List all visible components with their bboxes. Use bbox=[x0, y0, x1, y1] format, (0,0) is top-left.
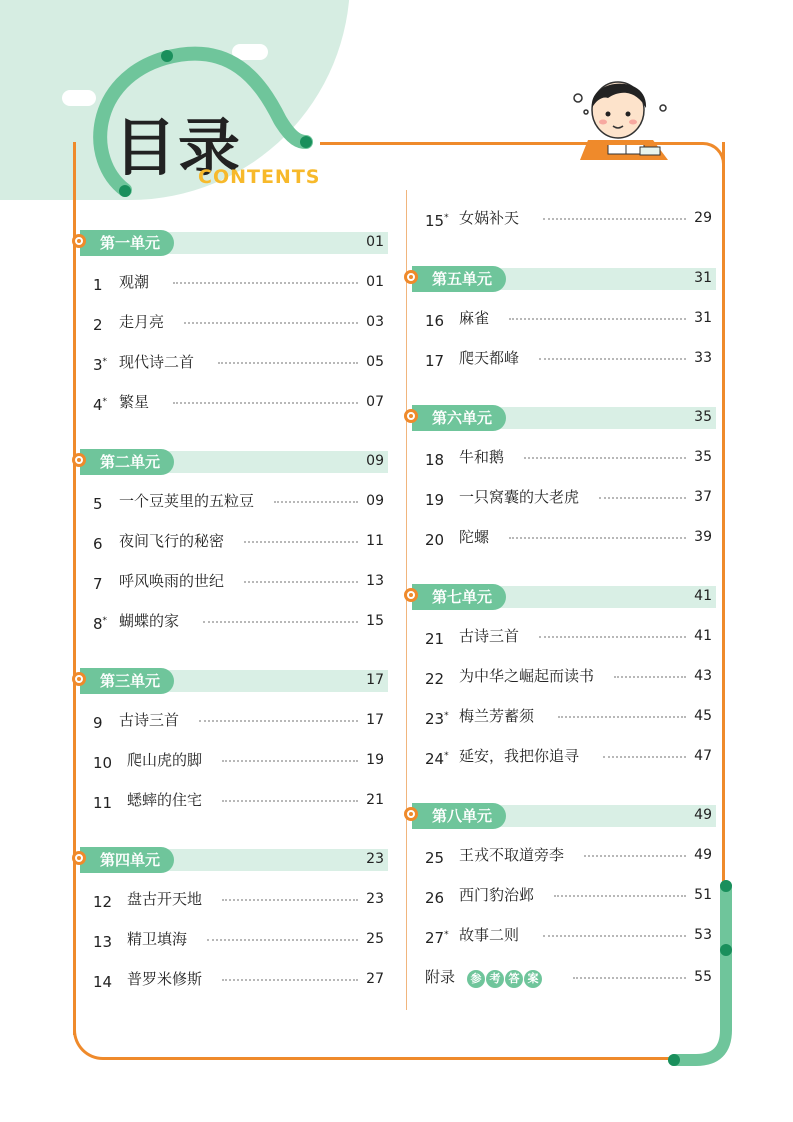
toc-lesson-row[interactable] bbox=[93, 571, 384, 591]
lesson-number-text: 6 bbox=[93, 535, 103, 553]
unit-name: 第二单元 bbox=[80, 449, 174, 475]
toc-lesson-row[interactable] bbox=[425, 487, 712, 507]
toc-lesson-row[interactable] bbox=[93, 710, 384, 730]
lesson-title: 牛和鹅 bbox=[459, 447, 510, 467]
toc-lesson-row[interactable] bbox=[425, 666, 712, 686]
toc-lesson-row[interactable] bbox=[425, 845, 712, 865]
toc-unit-header[interactable] bbox=[412, 268, 716, 290]
lesson-page-number: 53 bbox=[694, 927, 712, 943]
unit-name: 第三单元 bbox=[80, 668, 174, 694]
appendix-label: 附录 bbox=[425, 968, 456, 986]
lesson-optional-mark: * bbox=[102, 616, 108, 626]
page-subtitle: CONTENTS bbox=[198, 166, 321, 188]
lesson-number bbox=[93, 750, 112, 773]
lesson-title: 繁星 bbox=[119, 392, 155, 412]
lesson-page-number: 37 bbox=[694, 489, 712, 505]
bullet-icon bbox=[72, 851, 86, 865]
toc-unit-header[interactable] bbox=[80, 849, 388, 871]
lesson-title: 古诗三首 bbox=[119, 710, 185, 730]
toc-lesson-row[interactable] bbox=[425, 746, 712, 766]
lesson-title: 一个豆荚里的五粒豆 bbox=[119, 491, 260, 511]
lesson-page-number: 17 bbox=[366, 712, 384, 728]
lesson-page-number: 31 bbox=[694, 310, 712, 326]
lesson-number-text: 27 bbox=[425, 929, 445, 947]
bullet-icon bbox=[404, 409, 418, 423]
badge-character: 案 bbox=[524, 970, 542, 988]
lesson-number-text: 11 bbox=[93, 794, 113, 812]
lesson-title: 王戎不取道旁李 bbox=[459, 845, 570, 865]
lesson-optional-mark: * bbox=[444, 711, 449, 721]
leader-dots bbox=[274, 501, 358, 503]
lesson-number-text: 3 bbox=[93, 356, 103, 374]
toc-lesson-row[interactable] bbox=[425, 925, 712, 945]
lesson-title: 爬天都峰 bbox=[459, 348, 525, 368]
toc-unit-header[interactable] bbox=[412, 586, 716, 608]
lesson-page-number: 29 bbox=[694, 210, 712, 226]
lesson-optional-mark: * bbox=[444, 213, 449, 223]
lesson-number bbox=[93, 710, 103, 733]
toc-lesson-row[interactable] bbox=[425, 885, 712, 905]
lesson-number bbox=[425, 348, 444, 371]
toc-lesson-row[interactable] bbox=[425, 348, 712, 368]
lesson-number-text: 7 bbox=[93, 575, 103, 593]
lesson-title: 普罗米修斯 bbox=[127, 969, 208, 989]
lesson-number bbox=[425, 746, 449, 769]
bullet-icon bbox=[404, 588, 418, 602]
lesson-title: 观潮 bbox=[119, 272, 155, 292]
lesson-number-text: 20 bbox=[425, 531, 445, 549]
lesson-number bbox=[93, 969, 112, 992]
lesson-title: 西门豹治邺 bbox=[459, 885, 540, 905]
lesson-title: 呼风唤雨的世纪 bbox=[119, 571, 230, 591]
lesson-number-text: 2 bbox=[93, 316, 103, 334]
leader-dots bbox=[599, 497, 686, 499]
lesson-page-number: 07 bbox=[366, 394, 384, 410]
bullet-icon bbox=[404, 807, 418, 821]
lesson-page-number: 13 bbox=[366, 573, 384, 589]
lesson-number-text: 23 bbox=[425, 710, 445, 728]
lesson-title: 女娲补天 bbox=[459, 208, 525, 228]
leader-dots bbox=[222, 760, 358, 762]
lesson-page-number: 23 bbox=[366, 891, 384, 907]
answer-key-badge bbox=[467, 967, 549, 988]
lesson-number bbox=[425, 845, 444, 868]
lesson-number bbox=[93, 611, 107, 634]
toc-lesson-row[interactable] bbox=[425, 308, 712, 328]
toc-lesson-row[interactable] bbox=[93, 352, 384, 372]
lesson-title: 古诗三首 bbox=[459, 626, 525, 646]
toc-appendix-row[interactable] bbox=[425, 967, 712, 987]
lesson-title: 盘古开天地 bbox=[127, 889, 208, 909]
toc-unit-header[interactable] bbox=[80, 670, 388, 692]
bullet-icon bbox=[404, 270, 418, 284]
lesson-number bbox=[425, 885, 444, 908]
toc-lesson-row[interactable] bbox=[93, 611, 384, 631]
lesson-number bbox=[93, 392, 107, 415]
unit-page-number: 17 bbox=[366, 672, 384, 688]
unit-page-number: 49 bbox=[694, 807, 712, 823]
lesson-number bbox=[93, 889, 112, 912]
toc-lesson-row[interactable] bbox=[93, 750, 384, 770]
leader-dots bbox=[584, 855, 686, 857]
bullet-icon bbox=[72, 453, 86, 467]
lesson-number bbox=[93, 312, 103, 335]
lesson-title: 麻雀 bbox=[459, 308, 495, 328]
lesson-page-number: 15 bbox=[366, 613, 384, 629]
lesson-page-number: 21 bbox=[366, 792, 384, 808]
leader-dots bbox=[244, 541, 358, 543]
lesson-page-number: 43 bbox=[694, 668, 712, 684]
badge-character: 参 bbox=[467, 970, 485, 988]
lesson-number-text: 25 bbox=[425, 849, 445, 867]
leader-dots bbox=[199, 720, 358, 722]
lesson-title: 陀螺 bbox=[459, 527, 495, 547]
lesson-page-number: 11 bbox=[366, 533, 384, 549]
lesson-number-text: 14 bbox=[93, 973, 113, 991]
lesson-page-number: 33 bbox=[694, 350, 712, 366]
lesson-optional-mark: * bbox=[444, 751, 449, 761]
toc-unit-header[interactable] bbox=[80, 232, 388, 254]
lesson-number bbox=[425, 666, 444, 689]
lesson-optional-mark: * bbox=[102, 357, 108, 367]
unit-page-number: 01 bbox=[366, 234, 384, 250]
leader-dots bbox=[524, 457, 686, 459]
toc-lesson-row[interactable] bbox=[425, 706, 712, 726]
lesson-page-number: 47 bbox=[694, 748, 712, 764]
toc-lesson-row[interactable] bbox=[425, 208, 712, 228]
lesson-number bbox=[425, 487, 444, 510]
unit-name: 第四单元 bbox=[80, 847, 174, 873]
toc-lesson-row[interactable] bbox=[93, 889, 384, 909]
leader-dots bbox=[222, 899, 358, 901]
lesson-number bbox=[93, 531, 103, 554]
leader-dots bbox=[509, 318, 686, 320]
lesson-number-text: 21 bbox=[425, 630, 445, 648]
lesson-page-number: 09 bbox=[366, 493, 384, 509]
lesson-number-text: 5 bbox=[93, 495, 103, 513]
lesson-number-text: 15 bbox=[425, 212, 445, 230]
unit-page-number: 09 bbox=[366, 453, 384, 469]
lesson-title: 为中华之崛起而读书 bbox=[459, 666, 600, 686]
lesson-number bbox=[425, 925, 449, 948]
toc-lesson-row[interactable] bbox=[425, 626, 712, 646]
unit-name: 第一单元 bbox=[80, 230, 174, 256]
lesson-page-number: 19 bbox=[366, 752, 384, 768]
lesson-number-text: 22 bbox=[425, 670, 445, 688]
lesson-page-number: 45 bbox=[694, 708, 712, 724]
lesson-title: 延安，我把你追寻 bbox=[459, 746, 585, 766]
lesson-number bbox=[93, 352, 107, 375]
lesson-page-number: 01 bbox=[366, 274, 384, 290]
lesson-number bbox=[93, 491, 103, 514]
lesson-number-text: 10 bbox=[93, 754, 113, 772]
lesson-page-number: 39 bbox=[694, 529, 712, 545]
lesson-title: 蝴蝶的家 bbox=[119, 611, 185, 631]
leader-dots bbox=[539, 358, 686, 360]
lesson-page-number: 41 bbox=[694, 628, 712, 644]
leader-dots bbox=[218, 362, 358, 364]
unit-page-number: 31 bbox=[694, 270, 712, 286]
toc-unit-header[interactable] bbox=[80, 451, 388, 473]
lesson-number-text: 19 bbox=[425, 491, 445, 509]
lesson-page-number: 05 bbox=[366, 354, 384, 370]
lesson-number bbox=[425, 527, 444, 550]
lesson-number bbox=[425, 308, 444, 331]
lesson-optional-mark: * bbox=[102, 397, 108, 407]
lesson-number bbox=[93, 571, 103, 594]
toc-lesson-row[interactable] bbox=[425, 447, 712, 467]
lesson-page-number: 03 bbox=[366, 314, 384, 330]
lesson-title: 蟋蟀的住宅 bbox=[127, 790, 208, 810]
toc-lesson-row[interactable] bbox=[93, 272, 384, 292]
lesson-number-text: 8 bbox=[93, 615, 103, 633]
leader-dots bbox=[554, 895, 686, 897]
toc-lesson-row[interactable] bbox=[425, 527, 712, 547]
lesson-number-text: 9 bbox=[93, 714, 103, 732]
leader-dots bbox=[603, 756, 686, 758]
leader-dots bbox=[173, 282, 358, 284]
lesson-number-text: 26 bbox=[425, 889, 445, 907]
page-title: 目录 bbox=[114, 111, 243, 184]
lesson-title: 现代诗二首 bbox=[119, 352, 200, 372]
leader-dots bbox=[509, 537, 686, 539]
bullet-icon bbox=[72, 234, 86, 248]
lesson-page-number: 49 bbox=[694, 847, 712, 863]
lesson-number bbox=[93, 929, 112, 952]
lesson-page-number: 51 bbox=[694, 887, 712, 903]
lesson-optional-mark: * bbox=[444, 930, 449, 940]
leader-dots bbox=[543, 218, 686, 220]
unit-page-number: 35 bbox=[694, 409, 712, 425]
leader-dots bbox=[184, 322, 358, 324]
unit-name: 第五单元 bbox=[412, 266, 506, 292]
badge-character: 答 bbox=[505, 970, 523, 988]
unit-name: 第八单元 bbox=[412, 803, 506, 829]
lesson-number-text: 24 bbox=[425, 750, 445, 768]
toc-unit-header[interactable] bbox=[412, 805, 716, 827]
lesson-number-text: 18 bbox=[425, 451, 445, 469]
badge-character: 考 bbox=[486, 970, 504, 988]
leader-dots bbox=[173, 402, 358, 404]
lesson-title: 精卫填海 bbox=[127, 929, 193, 949]
toc-lesson-row[interactable] bbox=[93, 312, 384, 332]
leader-dots bbox=[573, 977, 686, 979]
toc-lesson-row[interactable] bbox=[93, 491, 384, 511]
toc-lesson-row[interactable] bbox=[93, 531, 384, 551]
leader-dots bbox=[614, 676, 686, 678]
leader-dots bbox=[203, 621, 358, 623]
lesson-title: 梅兰芳蓄须 bbox=[459, 706, 540, 726]
unit-name: 第七单元 bbox=[412, 584, 506, 610]
lesson-number bbox=[425, 706, 449, 729]
unit-page-number: 23 bbox=[366, 851, 384, 867]
leader-dots bbox=[207, 939, 358, 941]
toc-lesson-row[interactable] bbox=[93, 392, 384, 412]
lesson-number bbox=[425, 626, 444, 649]
lesson-title: 夜间飞行的秘密 bbox=[119, 531, 230, 551]
toc-unit-header[interactable] bbox=[412, 407, 716, 429]
appendix-page-number: 55 bbox=[694, 969, 712, 985]
bullet-icon bbox=[72, 672, 86, 686]
lesson-number-text: 12 bbox=[93, 893, 113, 911]
unit-name: 第六单元 bbox=[412, 405, 506, 431]
lesson-number-text: 13 bbox=[93, 933, 113, 951]
lesson-number-text: 16 bbox=[425, 312, 445, 330]
leader-dots bbox=[244, 581, 358, 583]
lesson-number-text: 4 bbox=[93, 396, 103, 414]
lesson-number bbox=[425, 208, 449, 231]
toc-lesson-row[interactable] bbox=[93, 790, 384, 810]
frame-border-left bbox=[73, 205, 76, 1035]
lesson-title: 走月亮 bbox=[119, 312, 170, 332]
lesson-title: 爬山虎的脚 bbox=[127, 750, 208, 770]
toc-lesson-row[interactable] bbox=[93, 969, 384, 989]
leader-dots bbox=[222, 800, 358, 802]
lesson-title: 一只窝囊的大老虎 bbox=[459, 487, 585, 507]
lesson-number-text: 17 bbox=[425, 352, 445, 370]
lesson-number-text: 1 bbox=[93, 276, 103, 294]
lesson-page-number: 25 bbox=[366, 931, 384, 947]
leader-dots bbox=[539, 636, 686, 638]
lesson-title: 故事二则 bbox=[459, 925, 525, 945]
leader-dots bbox=[222, 979, 358, 981]
toc-lesson-row[interactable] bbox=[93, 929, 384, 949]
lesson-page-number: 35 bbox=[694, 449, 712, 465]
unit-page-number: 41 bbox=[694, 588, 712, 604]
lesson-page-number: 27 bbox=[366, 971, 384, 987]
leader-dots bbox=[543, 935, 686, 937]
lesson-number bbox=[425, 447, 444, 470]
leader-dots bbox=[558, 716, 686, 718]
lesson-number bbox=[93, 790, 112, 813]
lesson-number bbox=[93, 272, 103, 295]
